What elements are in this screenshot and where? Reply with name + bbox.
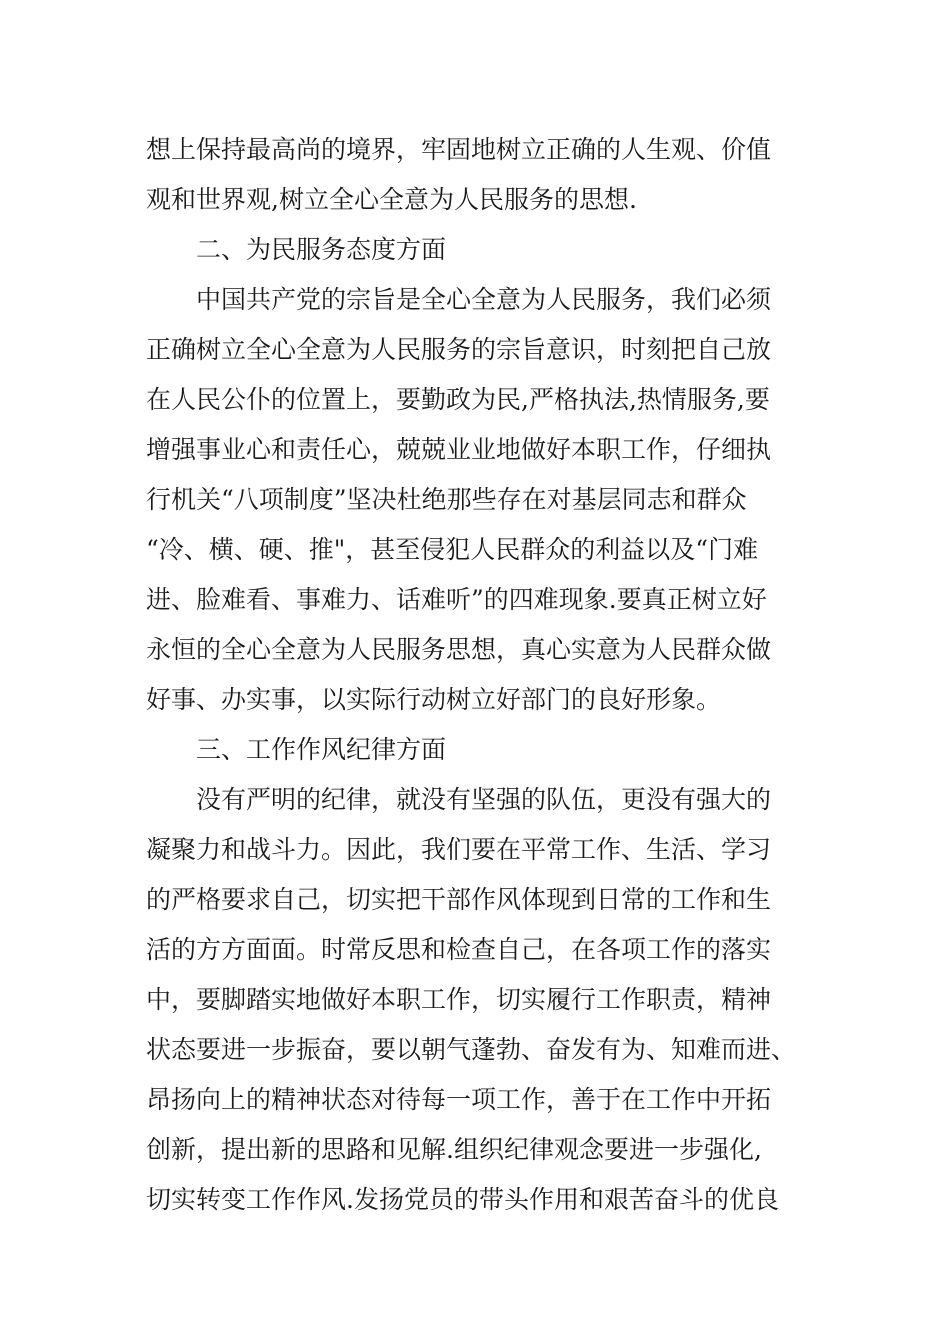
- text-line: 切实转变工作作风.发扬党员的带头作用和艰苦奋斗的优良: [146, 1185, 779, 1214]
- text-line: 想上保持最高尚的境界，牢固地树立正确的人生观、价值: [146, 135, 772, 164]
- text-line: 永恒的全心全意为人民服务思想，真心实意为人民群众做: [146, 635, 772, 664]
- paragraph-first-line: 中国共产党的宗旨是全心全意为人民服务，我们必须: [196, 285, 772, 314]
- text-line: 昂扬向上的精神状态对待每一项工作，善于在工作中开拓: [146, 1085, 772, 1114]
- text-line: “冷、横、硬、推"，甚至侵犯人民群众的利益以及“门难: [146, 535, 759, 564]
- text-line: 增强事业心和责任心，兢兢业业地做好本职工作，仔细执: [146, 435, 772, 464]
- text-line: 中，要脚踏实地做好本职工作，切实履行工作职责，精神: [146, 985, 772, 1014]
- text-line: 正确树立全心全意为人民服务的宗旨意识，时刻把自己放: [146, 335, 772, 364]
- paragraph-first-line: 没有严明的纪律，就没有坚强的队伍，更没有强大的: [196, 785, 772, 814]
- text-line: 好事、办实事，以实际行动树立好部门的良好形象。: [146, 685, 722, 714]
- text-line: 进、脸难看、事难力、话难听”的四难现象.要真正树立好: [146, 585, 767, 614]
- text-line: 凝聚力和战斗力。因此，我们要在平常工作、生活、学习: [146, 835, 772, 864]
- text-line: 行机关“八项制度”坚决杜绝那些存在对基层同志和群众: [146, 485, 747, 514]
- section-heading: 二、为民服务态度方面: [196, 235, 447, 264]
- text-line: 的严格要求自己，切实把干部作风体现到日常的工作和生: [146, 885, 772, 914]
- text-line: 活的方方面面。时常反思和检查自己，在各项工作的落实: [146, 935, 772, 964]
- text-line: 在人民公仆的位置上，要勤政为民,严格执法,热情服务,要: [146, 385, 770, 414]
- section-heading: 三、工作作风纪律方面: [196, 735, 447, 764]
- text-line: 创新，提出新的思路和见解.组织纪律观念要进一步强化,: [146, 1135, 762, 1164]
- text-line: 状态要进一步振奋，要以朝气蓬勃、奋发有为、知难而进、: [146, 1035, 797, 1064]
- text-line: 观和世界观,树立全心全意为人民服务的思想.: [146, 185, 637, 214]
